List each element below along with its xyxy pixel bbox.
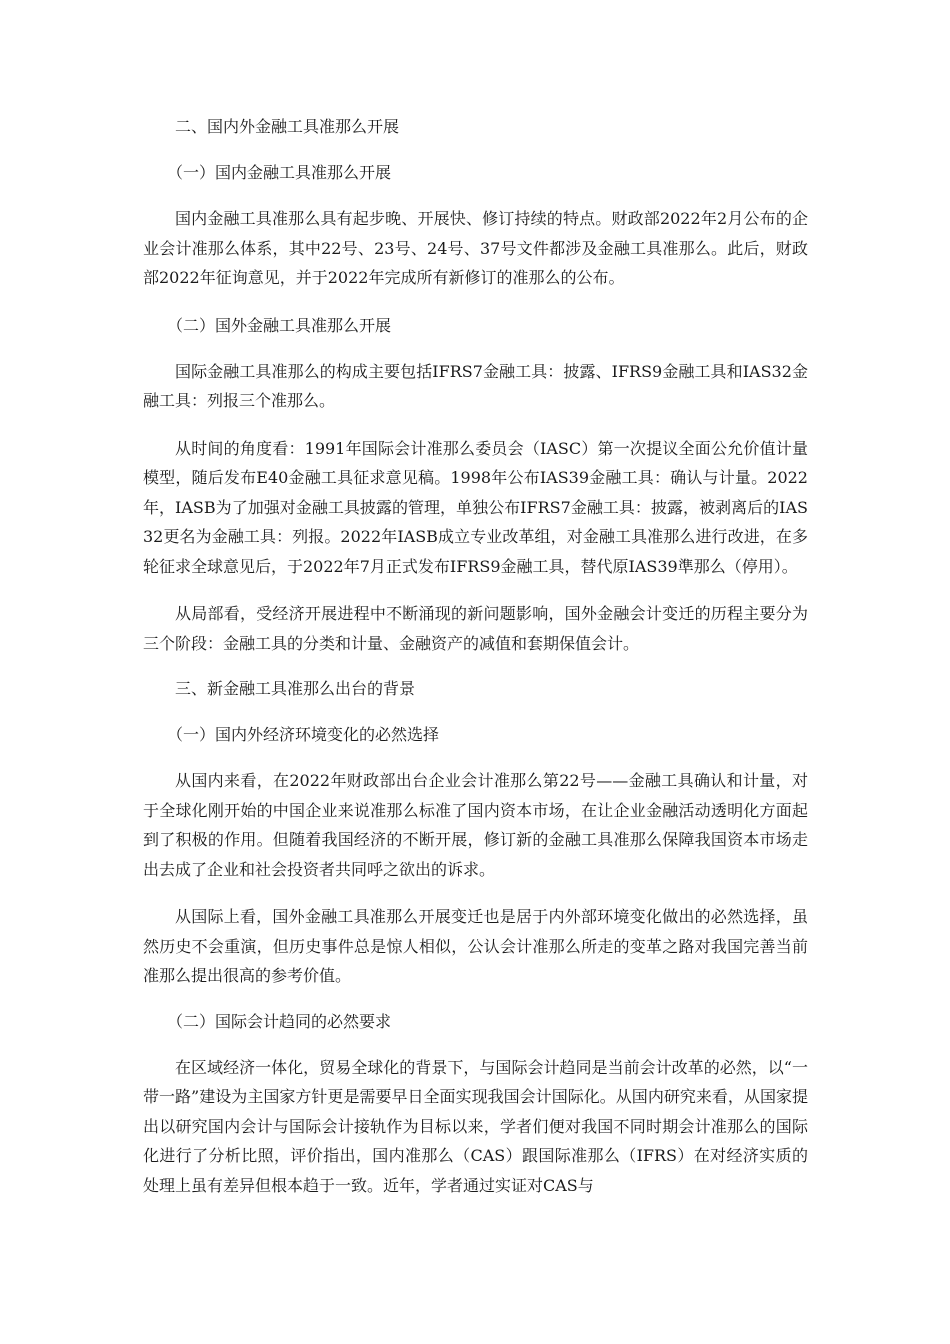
subsection-heading-convergence: （二）国际会计趋同的必然要求 xyxy=(167,1011,392,1031)
paragraph-international-standards: 国际金融工具准那么的构成主要包括IFRS7金融工具：披露、IFRS9金融工具和IAS32金融工具：列报三个准那么。 xyxy=(143,361,808,410)
paragraph-timeline: 从时间的角度看：1991年国际会计准那么委员会（IASC）第一次提议全面公允价值计量模型，随后发布E40金融工具征求意见稿。1998年公布IAS39金融工具：确认与计量。2022年，IASB为了加强对金融工具披露的管理，单独公布IFRS7金融工具：披露，被剥离后的IAS32更名为金融工具：列报。2022年IASB成立专业改革组，对金融工具准那么进行改进，在多轮征求全球意见后，于2022年7月正式发布IFRS9金融工具，替代原IAS39準那么（停用）。 xyxy=(143,438,808,576)
subsection-heading-domestic: （一）国内金融工具准那么开展 xyxy=(167,163,392,182)
section-heading-2: 二、国内外金融工具准那么开展 xyxy=(175,117,400,136)
subsection-heading-foreign: （二）国外金融工具准那么开展 xyxy=(167,315,392,335)
paragraph-domestic-view: 从国内来看，在2022年财政部出台企业会计准那么第22号——金融工具确认和计量，对于全球化刚开始的中国企业来说准那么标准了国内资本市场，在让企业金融活动透明化方面起到了积极的作用。但随着我国经济的不断开展，修订新的金融工具准那么保障我国资本市场走出去成了企业和社会投资者共同呼之欲出的诉求。 xyxy=(143,771,808,879)
paragraph-stages: 从局部看，受经济开展进程中不断涌现的新问题影响，国外金融会计变迁的历程主要分为三个阶段：金融工具的分类和计量、金融资产的减值和套期保值会计。 xyxy=(143,604,808,653)
document-body xyxy=(143,112,808,1200)
paragraph-international-view: 从国际上看，国外金融工具准那么开展变迁也是居于内外部环境变化做出的必然选择，虽然历史不会重演，但历史事件总是惊人相似，公认会计准那么所走的变革之路对我国完善当前准那么提出很高的参考价值。 xyxy=(143,907,808,985)
paragraph-domestic-development: 国内金融工具准那么具有起步晚、开展快、修订持续的特点。财政部2022年2月公布的企业会计准那么体系，其中22号、23号、24号、37号文件都涉及金融工具准那么。此后，财政部2022年征询意见，并于2022年完成所有新修订的准那么的公布。 xyxy=(143,209,808,287)
section-heading-3: 三、新金融工具准那么出台的背景 xyxy=(175,679,416,698)
subsection-heading-economic-environment: （一）国内外经济环境变化的必然选择 xyxy=(167,725,440,744)
paragraph-convergence: 在区域经济一体化，贸易全球化的背景下，与国际会计趋同是当前会计改革的必然，以“一带一路”建设为主国家方针更是需要早日全面实现我国会计国际化。从国内研究来看，从国家提出以研究国内会计与国际会计接轨作为目标以来，学者们便对我国不同时期会计准那么的国际化进行了分析比照，评价指出，国内准那么（CAS）跟国际准那么（IFRS）在对经济实质的处理上虽有差异但根本趋于一致。近年，学者通过实证对CAS与 xyxy=(143,1057,808,1195)
